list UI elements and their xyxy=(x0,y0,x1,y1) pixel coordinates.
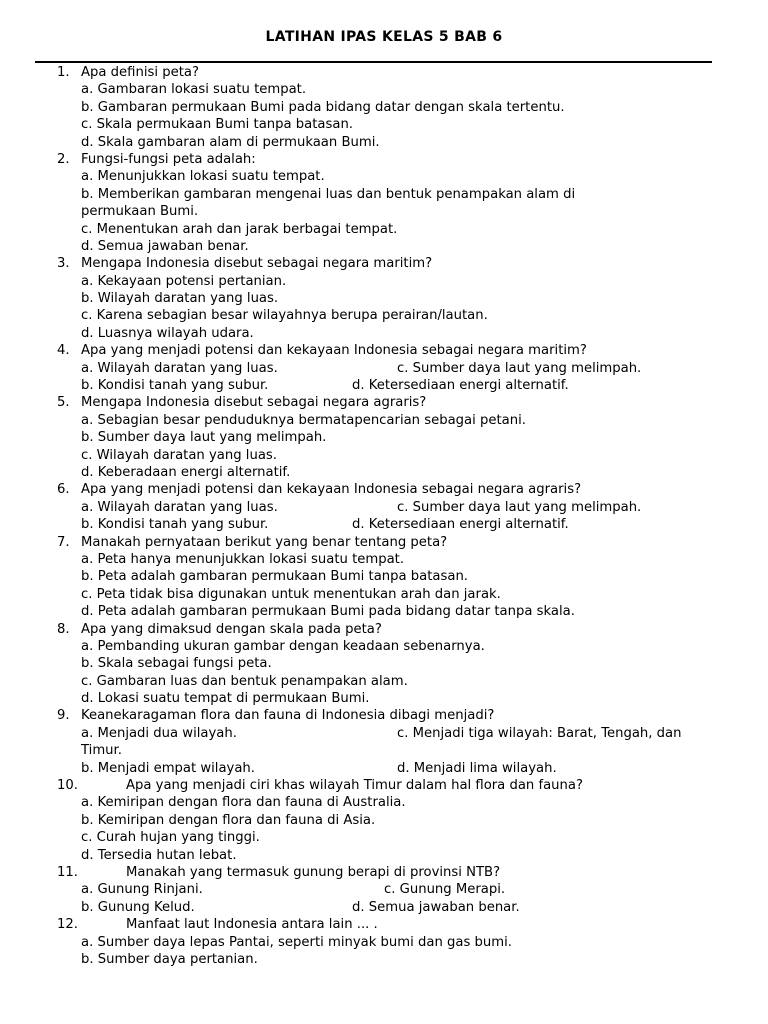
answer-option: a. Kemiripan dengan flora dan fauna di Australia. xyxy=(81,795,406,811)
question-3 xyxy=(0,255,768,272)
answer-option: c. Karena sebagian besar wilayahnya berupa perairan/lautan. xyxy=(81,308,488,324)
question-text: Apa yang menjadi ciri khas wilayah Timur dalam hal flora dan fauna? xyxy=(126,778,583,794)
question-number: 12. xyxy=(57,917,78,933)
question-2 xyxy=(0,151,768,168)
answer-option: d. Luasnya wilayah udara. xyxy=(81,325,254,341)
answer-option: a. Sebagian besar penduduknya bermatapencarian sebagai petani. xyxy=(81,412,526,428)
question-text: Mengapa Indonesia disebut sebagai negara agraris? xyxy=(81,395,427,411)
title-divider xyxy=(35,61,712,63)
answer-option: a. Gambaran lokasi suatu tempat. xyxy=(81,82,307,98)
answer-option: c. Peta tidak bisa digunakan untuk menentukan arah dan jarak. xyxy=(81,586,501,602)
answer-option: c. Skala permukaan Bumi tanpa batasan. xyxy=(81,117,353,133)
question-9 xyxy=(0,707,768,724)
question-4 xyxy=(0,342,768,359)
answer-row xyxy=(0,742,768,759)
answer-option: c. Sumber daya laut yang melimpah. xyxy=(397,499,642,515)
answer-option: c. Sumber daya laut yang melimpah. xyxy=(397,360,642,376)
answer-option: a. Pembanding ukuran gambar dengan keadaan sebenarnya. xyxy=(81,638,485,654)
answer-row xyxy=(0,881,768,898)
answer-option: d. Semua jawaban benar. xyxy=(352,899,520,915)
answer-row xyxy=(0,516,768,533)
question-number: 9. xyxy=(57,708,70,724)
question-number: 4. xyxy=(57,343,70,359)
answer-option: a. Wilayah daratan yang luas. xyxy=(81,499,278,515)
answer-option: b. Wilayah daratan yang luas. xyxy=(81,291,279,307)
question-list xyxy=(0,64,768,968)
answer-option: a. Wilayah daratan yang luas. xyxy=(81,360,278,376)
question-number: 1. xyxy=(57,65,70,80)
question-text: Apa yang menjadi potensi dan kekayaan Indonesia sebagai negara maritim? xyxy=(81,343,587,359)
question-number: 10. xyxy=(57,778,78,794)
question-number: 8. xyxy=(57,621,70,637)
answer-row xyxy=(0,725,768,742)
answer-option: a. Menjadi dua wilayah. xyxy=(81,725,237,741)
question-text: Apa definisi peta? xyxy=(81,65,199,80)
answer-option: b. Peta adalah gambaran permukaan Bumi tanpa batasan. xyxy=(81,569,468,585)
answer-option: c. Gunung Merapi. xyxy=(384,882,506,898)
question-text: Manakah pernyataan berikut yang benar tentang peta? xyxy=(81,534,448,550)
answer-option: b. Kemiripan dengan flora dan fauna di Asia. xyxy=(81,812,376,828)
question-number: 7. xyxy=(57,534,70,550)
question-number: 3. xyxy=(57,256,70,272)
answer-option: c. Gambaran luas dan bentuk penampakan alam. xyxy=(81,673,408,689)
answer-row xyxy=(0,499,768,516)
answer-option: b. Gunung Kelud. xyxy=(81,899,195,915)
question-12 xyxy=(0,916,768,933)
answer-option: d. Menjadi lima wilayah. xyxy=(397,760,557,776)
question-text: Mengapa Indonesia disebut sebagai negara maritim? xyxy=(81,256,433,272)
question-11 xyxy=(0,864,768,881)
question-number: 6. xyxy=(57,482,70,498)
answer-option: d. Tersedia hutan lebat. xyxy=(81,847,237,863)
answer-option: d. Keberadaan energi alternatif. xyxy=(81,464,291,480)
question-text: Fungsi-fungsi peta adalah: xyxy=(81,151,256,167)
question-text: Apa yang dimaksud dengan skala pada peta? xyxy=(81,621,382,637)
answer-option: c. Curah hujan yang tinggi. xyxy=(81,830,260,846)
question-1 xyxy=(0,64,768,81)
answer-option: d. Ketersediaan energi alternatif. xyxy=(352,517,569,533)
answer-row xyxy=(0,760,768,777)
question-number: 2. xyxy=(57,151,70,167)
question-7 xyxy=(0,534,768,551)
question-10 xyxy=(0,777,768,794)
question-6 xyxy=(0,481,768,498)
answer-option: b. Sumber daya pertanian. xyxy=(81,951,258,967)
answer-option: c. Menjadi tiga wilayah: Barat, Tengah, dan xyxy=(397,725,682,741)
answer-option: d. Semua jawaban benar. xyxy=(81,238,249,254)
question-5 xyxy=(0,394,768,411)
answer-option: b. Kondisi tanah yang subur. xyxy=(81,378,269,394)
answer-option: d. Ketersediaan energi alternatif. xyxy=(352,378,569,394)
answer-option: Timur. xyxy=(81,743,122,759)
answer-option: a. Menunjukkan lokasi suatu tempat. xyxy=(81,169,325,185)
answer-row xyxy=(0,899,768,916)
answer-option: b. Gambaran permukaan Bumi pada bidang datar dengan skala tertentu. xyxy=(81,99,565,115)
answer-row xyxy=(0,360,768,377)
answer-option: b. Menjadi empat wilayah. xyxy=(81,760,255,776)
answer-option: a. Sumber daya lepas Pantai, seperti minyak bumi dan gas bumi. xyxy=(81,934,512,950)
question-text: Manfaat laut Indonesia antara lain ... . xyxy=(126,917,378,933)
question-text: Apa yang menjadi potensi dan kekayaan Indonesia sebagai negara agraris? xyxy=(81,482,582,498)
question-text: Manakah yang termasuk gunung berapi di provinsi NTB? xyxy=(126,864,501,880)
question-8 xyxy=(0,621,768,638)
answer-option: a. Peta hanya menunjukkan lokasi suatu tempat. xyxy=(81,551,405,567)
answer-option: d. Peta adalah gambaran permukaan Bumi pada bidang datar tanpa skala. xyxy=(81,604,575,620)
answer-option: c. Wilayah daratan yang luas. xyxy=(81,447,277,463)
answer-option: b. Skala sebagai fungsi peta. xyxy=(81,656,272,672)
question-number: 5. xyxy=(57,395,70,411)
answer-option: b. Kondisi tanah yang subur. xyxy=(81,517,269,533)
answer-option: d. Lokasi suatu tempat di permukaan Bumi. xyxy=(81,691,370,707)
question-text: Keanekaragaman flora dan fauna di Indonesia dibagi menjadi? xyxy=(81,708,495,724)
page-title: LATIHAN IPAS KELAS 5 BAB 6 xyxy=(265,29,503,45)
answer-option: b. Sumber daya laut yang melimpah. xyxy=(81,430,327,446)
answer-option: permukaan Bumi. xyxy=(81,204,199,220)
answer-option: b. Memberikan gambaran mengenai luas dan bentuk penampakan alam di xyxy=(81,186,576,202)
answer-option: a. Gunung Rinjani. xyxy=(81,882,203,898)
answer-option: d. Skala gambaran alam di permukaan Bumi. xyxy=(81,134,380,150)
answer-option: a. Kekayaan potensi pertanian. xyxy=(81,273,287,289)
answer-row xyxy=(0,377,768,394)
question-number: 11. xyxy=(57,864,78,880)
answer-option: c. Menentukan arah dan jarak berbagai tempat. xyxy=(81,221,398,237)
